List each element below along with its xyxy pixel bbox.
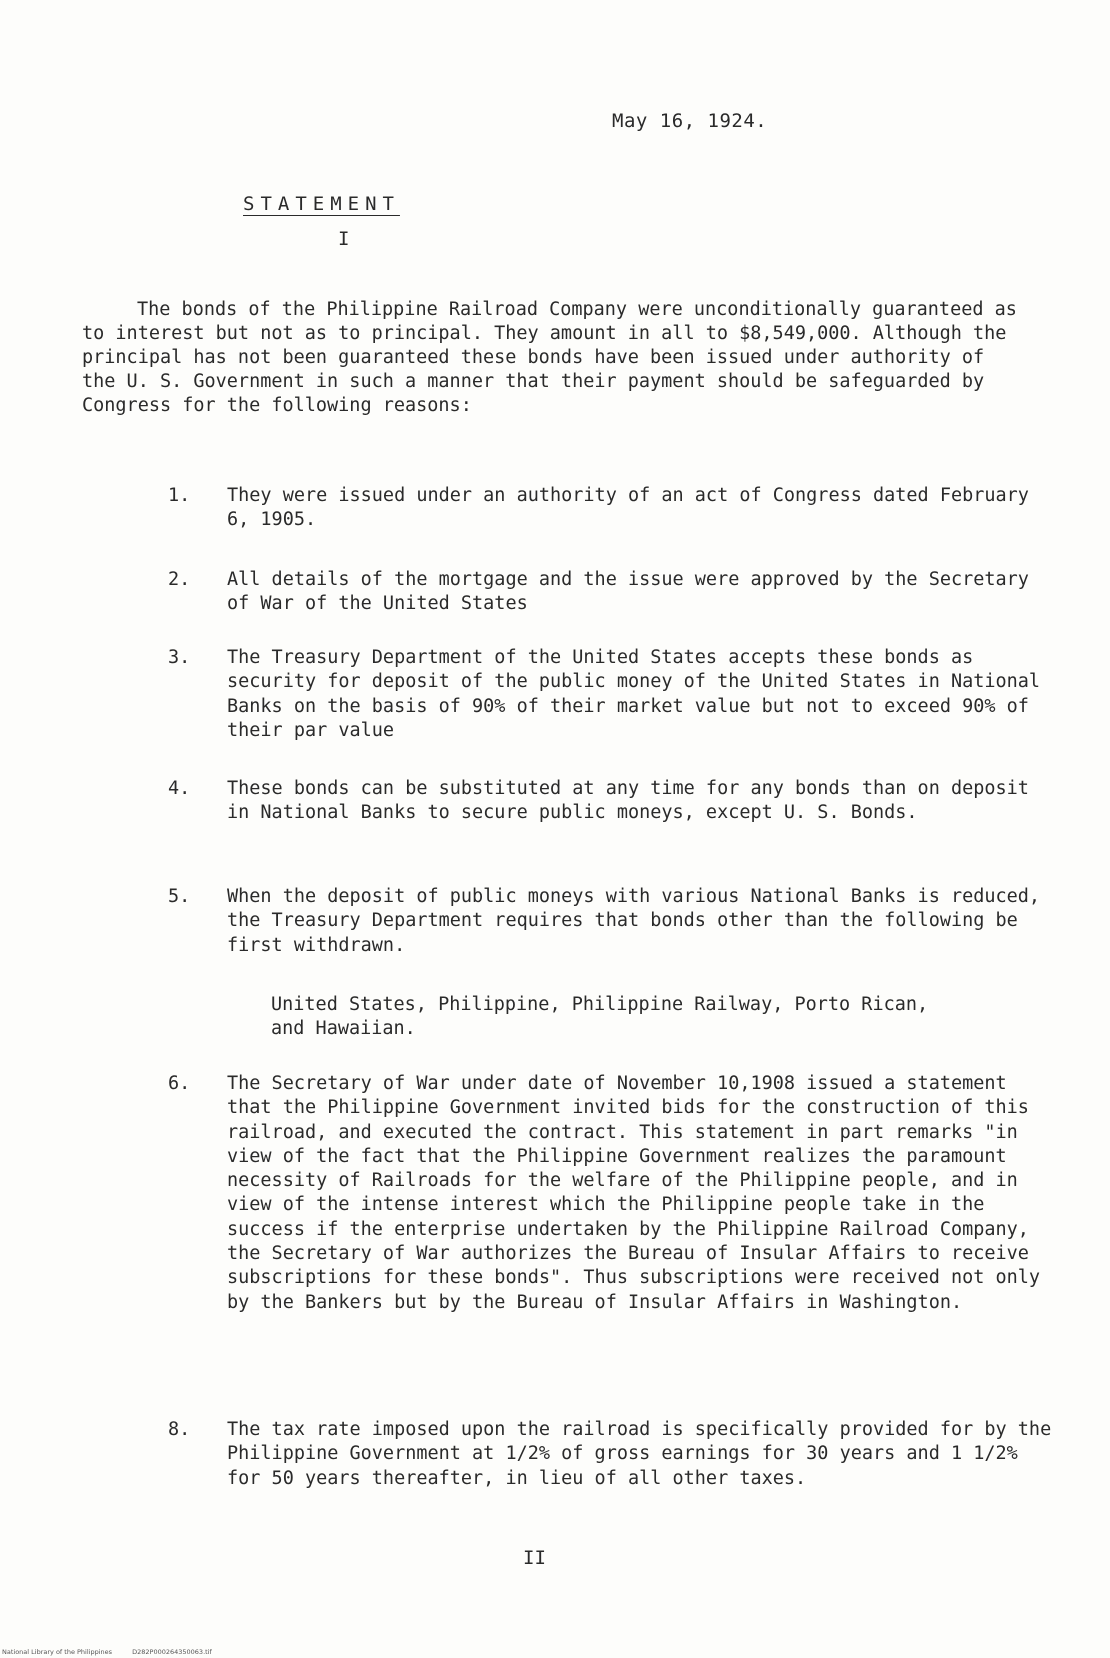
list-item-2 <box>168 568 1068 617</box>
intro-paragraph: The bonds of the Philippine Railroad Company were unconditionally guaranteed as to interest but not as to principal. They amount in all to $8,549,000. Although the principal has not been guaranteed these bonds have been issued under authority of the U. S. Government in such a manner that their payment should be safeguarded by Congress for the following reasons: <box>82 299 1017 416</box>
list-item-text: The tax rate imposed upon the railroad is specifically provided for by the Philippine Government at 1/2% of gross earnings for 30 years and 1 1/2% for 50 years thereafter, in lieu of all other taxes. <box>227 1419 1052 1489</box>
document-date: May 16, 1924. <box>612 110 768 132</box>
list-item-number: 3. <box>168 647 191 668</box>
list-item-number: 4. <box>168 778 191 799</box>
list-item-text: The Secretary of War under date of November 10,1908 issued a statement that the Philippine Government invited bids for the construction of this railroad, and executed the contract. This statement in part remarks "in view of the fact that the Philippine Government realizes the paramount necessity of Railroads for the welfare of the Philippine people, and in view of the intense interest which the Philippine people take in the success if the enterprise undertaken by the Philippine Railroad Company, the Secretary of War authorizes the Bureau of Insular Affairs to receive subscriptions for these bonds". Thus subscriptions were received not only by the Bankers but by the Bureau of Insular Affairs in Washington. <box>227 1073 1041 1313</box>
section-number-two: II <box>523 1547 546 1569</box>
list-item-3 <box>168 646 1068 743</box>
list-item-number: 6. <box>168 1073 191 1094</box>
list-item-text: All details of the mortgage and the issue were approved by the Secretary of War of the United States <box>227 569 1029 615</box>
list-item-6 <box>168 1072 1068 1315</box>
list-item-text: These bonds can be substituted at any time for any bonds than on deposit in National Banks to secure public moneys, except U. S. Bonds. <box>227 778 1029 824</box>
section-number-one: I <box>338 228 350 250</box>
list-item-text: When the deposit of public moneys with various National Banks is reduced, the Treasury Department requires that bonds other than the following be first withdrawn. <box>227 886 1041 956</box>
list-item-8 <box>168 1418 1068 1491</box>
exempt-bonds-list: United States, Philippine, Philippine Railway, Porto Rican, and Hawaiian. <box>271 994 929 1040</box>
library-credit: National Library of the Philippines <box>2 1648 113 1656</box>
list-item-number: 1. <box>168 485 191 506</box>
list-item-number: 8. <box>168 1419 191 1440</box>
list-item-1 <box>168 484 1068 533</box>
list-item-5 <box>168 885 1068 958</box>
list-item-number: 2. <box>168 569 191 590</box>
file-identifier: D282P000264350063.tif <box>132 1648 212 1656</box>
list-item-text: The Treasury Department of the United States accepts these bonds as security for deposit of the public money of the United States in National Banks on the basis of 90% of their market value but not to exceed 90% of their par value <box>227 647 1041 741</box>
list-item-text: They were issued under an authority of an act of Congress dated February 6, 1905. <box>227 485 1029 531</box>
statement-heading: STATEMENT <box>243 193 400 215</box>
list-item-4 <box>168 777 1068 826</box>
scan-footer <box>2 1648 230 1656</box>
list-item-number: 5. <box>168 886 191 907</box>
